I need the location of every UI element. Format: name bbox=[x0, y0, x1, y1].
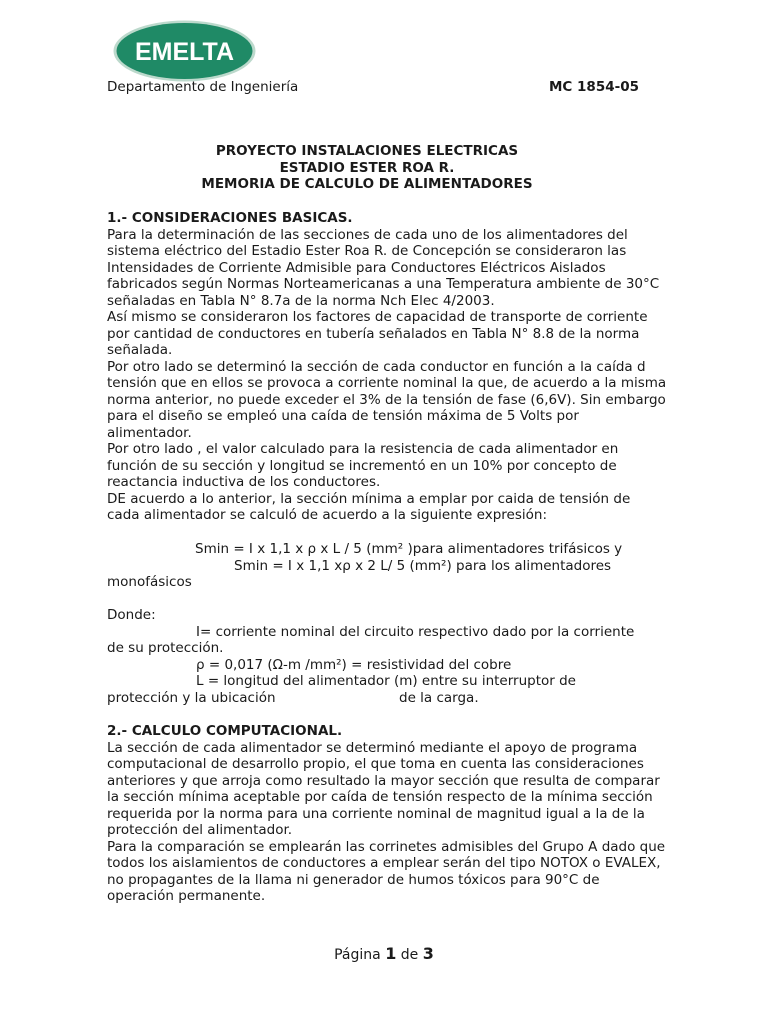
emelta-logo bbox=[112, 19, 257, 83]
section-1 bbox=[107, 210, 667, 524]
section-2-paragraph: Para la comparación se emplearán las corrinetes admisibles del Grupo A dado que todos los aislamientos de conductores a emplear serán del tipo NOTOX o EVALEX, no propagantes de la llama ni generador de humos tóxicos para 90°C de operación permanente. bbox=[107, 838, 666, 904]
section-1-paragraph: DE acuerdo a lo anterior, la sección mínima a emplar por caida de tensión de cada alimentador se calculó de acuerdo a la siguiente expresión: bbox=[107, 490, 631, 523]
section-1-heading: 1.- CONSIDERACIONES BASICAS. bbox=[107, 210, 353, 226]
section-2-heading: 2.- CALCULO COMPUTACIONAL. bbox=[107, 723, 343, 739]
formula-single-phase-cont: monofásicos bbox=[107, 574, 192, 590]
department-label: Departamento de Ingeniería bbox=[107, 79, 299, 95]
title-line-1: PROYECTO INSTALACIONES ELECTRICAS bbox=[215, 143, 519, 159]
document-code: MC 1854-05 bbox=[549, 79, 640, 95]
title-line-2: ESTADIO ESTER ROA R. bbox=[279, 159, 455, 176]
page-current: 1 bbox=[385, 944, 397, 963]
definition-length-cont: protección y la ubicación bbox=[107, 690, 276, 706]
definition-current: I= corriente nominal del circuito respectivo dado por la corriente bbox=[196, 624, 635, 640]
section-1-paragraph: Por otro lado , el valor calculado para la resistencia de cada alimentador en función de su sección y longitud se incrementó en un 10% por concepto de reactancia inductiva de los conductores. bbox=[107, 441, 619, 490]
title-line-3: MEMORIA DE CALCULO DE ALIMENTADORES bbox=[201, 176, 533, 192]
formula-three-phase: Smin = I x 1,1 x ρ x L / 5 (mm² )para alimentadores trifásicos y bbox=[195, 541, 623, 557]
definition-resistivity: ρ = 0,017 (Ω-m /mm²) = resistividad del cobre bbox=[196, 657, 512, 673]
page-total: 3 bbox=[422, 944, 434, 963]
page-word: Página bbox=[334, 947, 381, 963]
section-1-paragraph: Por otro lado se determinó la sección de cada conductor en función a la caída d tensión que en ellos se provoca a corriente nominal la que, de acuerdo a la misma norma anterior, no puede exceder el 3% de la tensión de fase (6,6V). Sin embargo para el diseño se empleó una caída de tensión máxima de 5 Volts por alimentador. bbox=[107, 358, 667, 441]
page-footer bbox=[0, 944, 768, 963]
definition-length: L = longitud del alimentador (m) entre su interruptor de bbox=[196, 673, 576, 689]
definition-length-end: de la carga. bbox=[399, 690, 479, 706]
definition-current-cont: de su protección. bbox=[107, 640, 224, 656]
document-titles bbox=[107, 143, 627, 193]
logo-text: EMELTA bbox=[134, 38, 235, 66]
section-2-paragraph: La sección de cada alimentador se determinó mediante el apoyo de programa computacional de desarrollo propio, el que toma en cuenta las consideraciones anteriores y que arroja como resultado la mayor sección que resulta de comparar la sección mínima aceptable por caída de tensión respecto de la mínima sección requerida por la norma para una corriente nominal de magnitud igual a la de la protección del alimentador. bbox=[107, 739, 660, 838]
formula-single-phase: Smin = I x 1,1 xρ x 2 L/ 5 (mm²) para los alimentadores bbox=[234, 558, 612, 574]
section-1-paragraph: Así mismo se consideraron los factores de capacidad de transporte de corriente por cantidad de conductores en tubería señalados en Tabla N° 8.8 de la norma señalada. bbox=[107, 309, 648, 358]
where-label: Donde: bbox=[107, 607, 156, 623]
of-word: de bbox=[400, 947, 419, 963]
section-1-paragraph: Para la determinación de las secciones de cada uno de los alimentadores del sistema eléctrico del Estadio Ester Roa R. de Concepción se consideraron las Intensidades de Corriente Admisible para Conductores Eléctricos Aislados fabricados según Normas Norteamericanas a una Temperatura ambiente de 30°C señaladas en Tabla N° 8.7a de la norma Nch Elec 4/2003. bbox=[107, 226, 660, 309]
section-2 bbox=[107, 723, 667, 905]
